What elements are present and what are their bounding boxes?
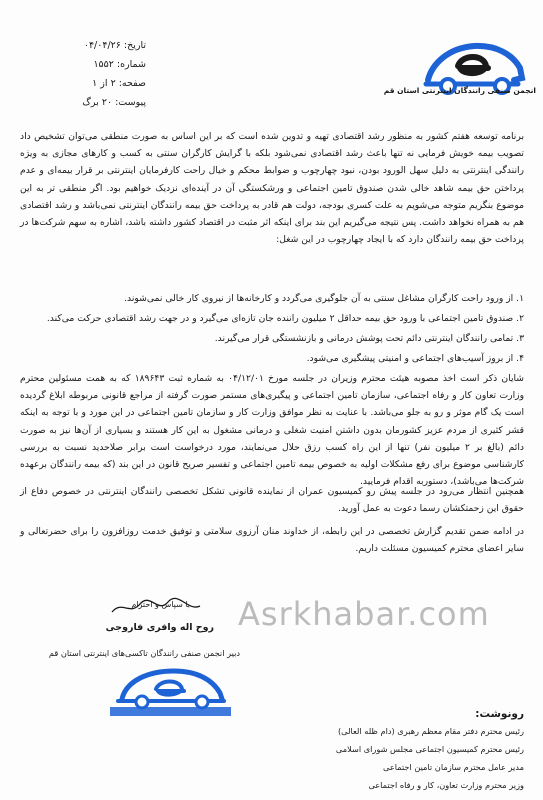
signature-greeting: با سپاس و احترام [131,600,190,609]
watermark: Asrkhabar.com [238,595,490,633]
letter-page-count: صفحه: ۲ از ۱ [92,78,146,89]
copy-recipient: مدیر عامل محترم سازمان تامین اجتماعی [383,762,524,772]
letter-date: تاریخ: ۰۴/۰۴/۲۶ [83,40,146,51]
stamp-logo-icon [108,665,233,717]
copy-recipient: وزیر محترم وزارت تعاون، کار و رفاه اجتماعی [368,780,524,790]
body-paragraph-1: برنامه توسعه هفتم کشور به منظور رشد اقتصادی تهیه و تدوین شده است که بر این اساس به صورت منطقی می‌توان تشخیص داد تصویب بیمه خویش فرمایی نه تنها باعث رشد اقتصادی نمی‌شود بلکه با گرایش کارگران سنتی به کسب و کارهای مجازی به ویژه رانندگی اینترنتی به دلیل سهل الورود بودن، نبود چهارچوب و ضوابط محکم و خیال راحت کارفرمایان اینترنتی بر قرار بیمه‌ای و عدم پرداختن حق بیمه شاهد خالی شدن صندوق تامین اجتماعی و ورشکستگی آن در آینده‌ای نزدیک خواهیم بود. اگر منطقی تر به این موضوع بنگریم متوجه می‌شویم به علت کسری بودجه، دولت هم قادر به پرداخت حق بیمه رانندگان اینترنتی نمی‌باشد و رشد اقتصادی هم به همراه نخواهد داشت. پس نتیجه می‌گیریم این بند برای اینکه اثر مثبت در اقتصاد کشور داشته باشد، اشاره به سهم شرکت‌ها در پرداخت حق بیمه رانندگان دارد که با ایجاد چهارچوب در این شغل: [20,131,524,246]
list-item: ۳. تمامی رانندگان اینترنتی دائم تحت پوشش درمانی و بازنشستگی قرار می‌گیرند. [214,333,524,344]
copy-recipient: رئیس محترم دفتر مقام معظم رهبری (دام ظله العالی) [337,726,524,736]
copy-recipient: رئیس محترم کمیسیون اجتماعی مجلس شورای اسلامی [335,744,524,754]
list-item: ۲. صندوق تامین اجتماعی با ورود حق بیمه حداقل ۲ میلیون راننده جان تازه‌ای می‌گیرد و در جهت رشد اقتصادی حرکت می‌کند. [46,313,524,324]
letter-meta [36,36,146,112]
letter-attachment: پیوست: ۲۰ برگ [82,97,146,108]
list-item: ۱. از ورود راحت کارگران مشاغل سنتی به آن جلوگیری می‌گردد و کارخانه‌ها از نیروی کار خالی نمی‌شوند. [124,293,524,304]
copies-title: رونوشت: [475,708,524,720]
body-paragraph-2: شایان ذکر است اخذ مصوبه هیئت محترم وزیران در جلسه مورخ ۰۴/۱۲/۰۱ به شماره ثبت ۱۸۹۶۴۳ که به همت مسئولین محترم وزارت تعاون کار و رفاه اجتماعی، سازمان تامین اجتماعی و پیگیری‌های مستمر صورت گرفته از مراجع قانونی مربوطه ابلاغ گردیده است یک گام موثر و رو به جلو می‌باشد. با عنایت به نظر موافق وزارت کار و سازمان تامین اجتماعی در این مورد و با توجه به اینکه قشر کثیری از مردم عزیز کشورمان بدون داشتن امنیت شغلی و درمانی مشغول به این کار هستند و بسیاری از آن‌ها نیز به صورت دائم (بالغ بر ۲ میلیون نفر) تنها از این راه کسب رزق حلال می‌نمایند، مورد درخواست است برابر صلاحدید نسبت به بررسی کارشناسی موضوع برای رفع مشکلات اولیه به خصوص بیمه تامین اجتماعی و تفسیر صریح قانون در این بند (که بیمه رانندگان برعهده شرکت‌ها می‌باشد)، دستوربه اقدام فرمایید. [20,373,525,488]
numbered-list [20,289,524,369]
body-paragraph-4: در ادامه ضمن تقدیم گزارش تخصصی در این رابطه، از خداوند منان آرزوی سلامتی و توفیق خدمت روزافزون را برای حضرتعالی و سایر اعضای محترم کمیسیون مسئلت داریم. [20,526,524,555]
org-name: انجمن صنفی رانندگان اینترنتی استان قم [383,86,536,95]
signatory-name: روح اله وافری فاروجی [105,622,214,633]
body-paragraph-3: همچنین انتظار می‌رود در جلسه پیش رو کمیسیون عمران از نماینده قانونی تشکل تخصصی رانندگان اینترنتی در خصوص دفاع از حقوق این زحمتکشان رسما دعوت به عمل آورید. [20,486,524,515]
letter-number: شماره: ۱۵۵۲ [93,59,146,70]
list-item: ۴. از بروز آسیب‌های اجتماعی و امنیتی پیشگیری می‌شود. [306,353,524,364]
signatory-title: دبیر انجمن صنفی رانندگان تاکسی‌های اینترنتی استان قم [48,648,240,658]
